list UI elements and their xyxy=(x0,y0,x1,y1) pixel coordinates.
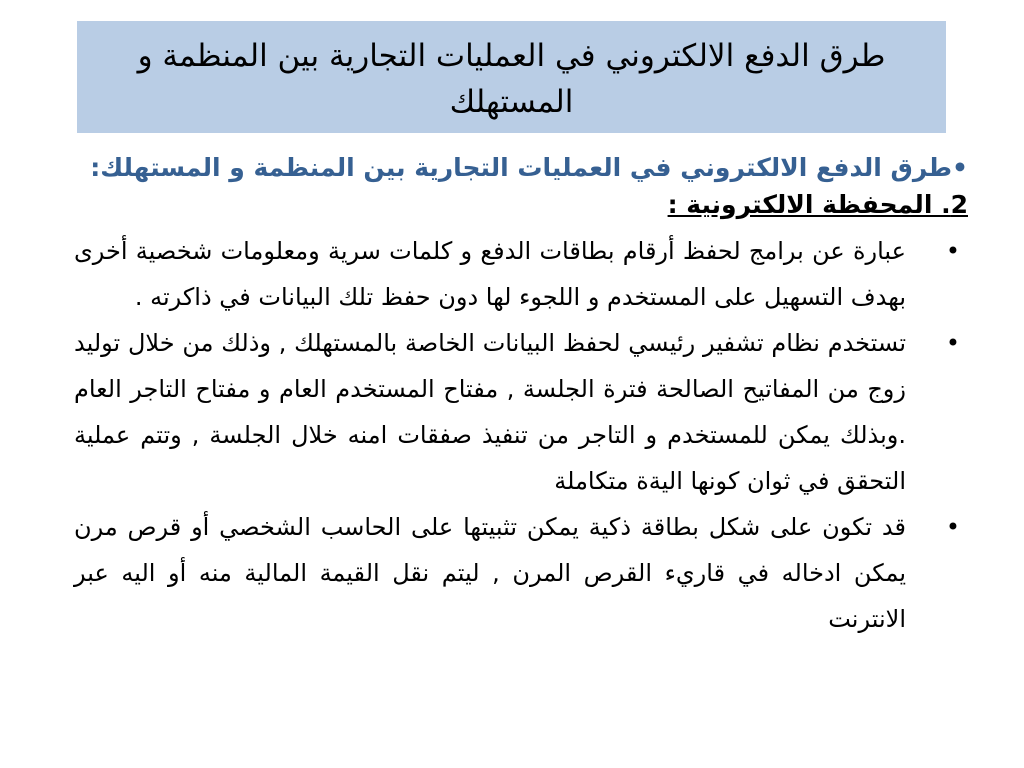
section-heading-text: 2. المحفظة الالكترونية : xyxy=(667,190,968,219)
bullet-list xyxy=(74,228,968,642)
bullet-item-3 xyxy=(74,504,968,642)
bullet-marker: • xyxy=(945,329,960,357)
slide-subtitle: •طرق الدفع الالكتروني في العمليات التجارية بين المنظمة و المستهلك: xyxy=(90,153,968,182)
bullet-marker: • xyxy=(945,513,960,541)
bullet-marker: • xyxy=(945,237,960,265)
section-heading xyxy=(74,188,968,222)
slide-title-box xyxy=(77,21,946,133)
bullet-item-1 xyxy=(74,228,968,320)
bullet-item-2 xyxy=(74,320,968,504)
bullet-text: تستخدم نظام تشفير رئيسي لحفظ البيانات الخاصة بالمستهلك , وذلك من خلال توليد زوج من المفاتيح الصالحة فترة الجلسة , مفتاح المستخدم العام و مفتاح التاجر العام .وبذلك يمكن للمستخدم و التاجر من تنفيذ صفقات امنه خلال الجلسة , وتتم عملية التحقق في ثوان كونها اليةة متكاملة xyxy=(74,329,906,495)
bullet-text: عبارة عن برامج لحفظ أرقام بطاقات الدفع و كلمات سرية ومعلومات شخصية أخرى بهدف التسهيل على المستخدم و اللجوء لها دون حفظ تلك البيانات في ذاكرته . xyxy=(74,237,906,311)
slide-content xyxy=(74,148,968,642)
bullet-text: قد تكون على شكل بطاقة ذكية يمكن تثبيتها على الحاسب الشخصي أو قرص مرن يمكن ادخاله في قاريء القرص المرن , ليتم نقل القيمة المالية منه أو اليه عبر الانترنت xyxy=(74,513,906,633)
slide-title: طرق الدفع الالكتروني في العمليات التجارية بين المنظمة و المستهلك xyxy=(137,38,886,120)
